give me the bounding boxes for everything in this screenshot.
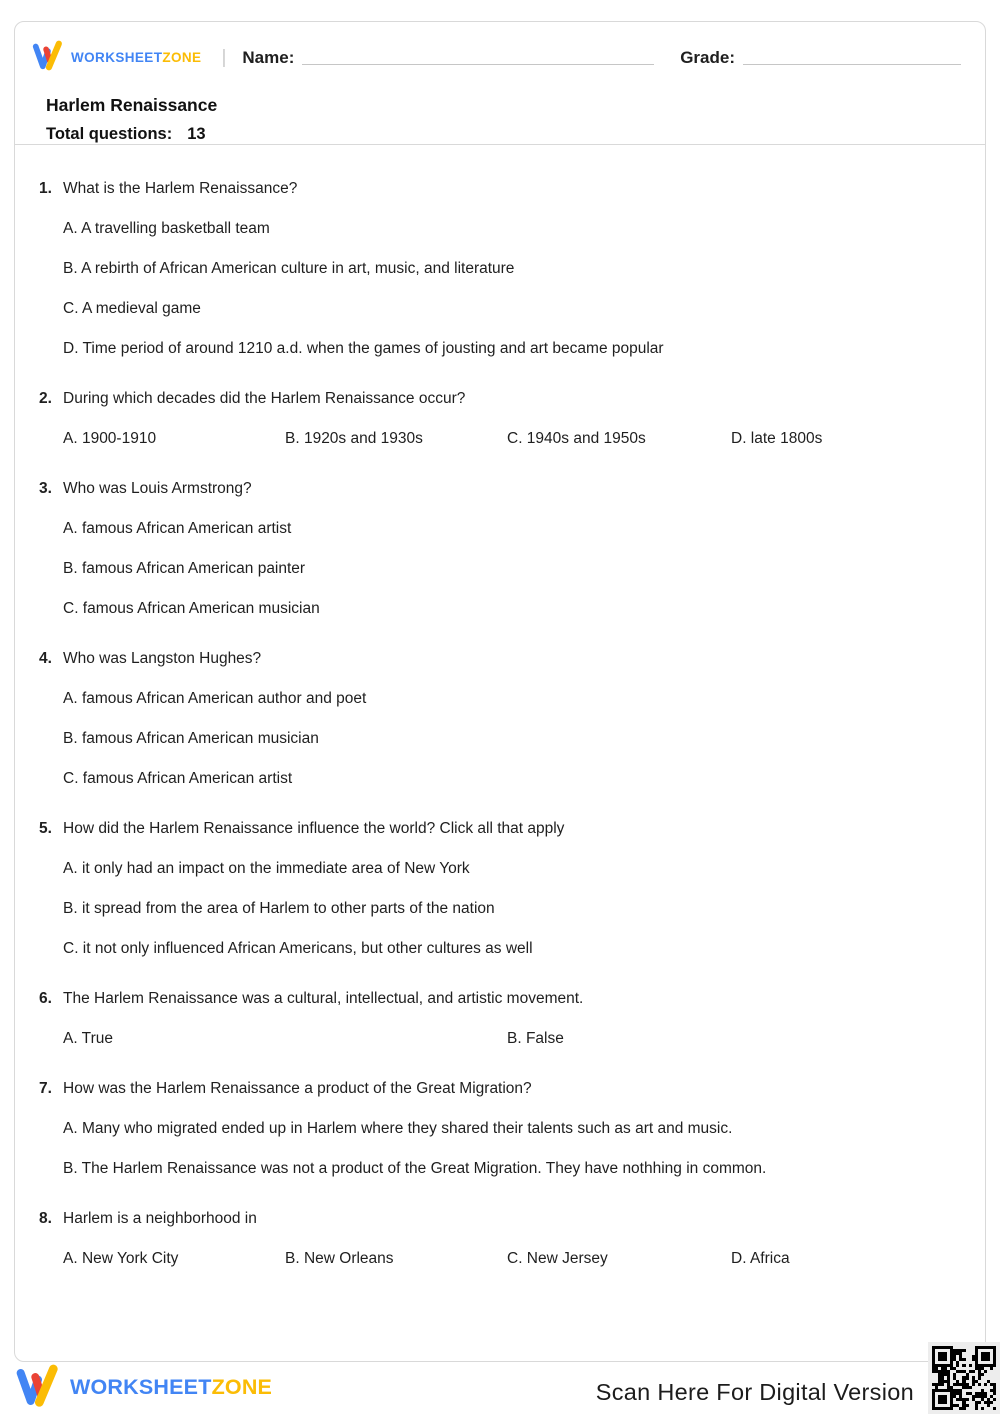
answer-option: D. Africa <box>731 1250 790 1267</box>
question-head <box>39 639 961 679</box>
question-options <box>39 419 961 459</box>
question-number: 7. <box>39 1080 52 1097</box>
brand-wordmark <box>71 50 201 65</box>
footer-logo <box>14 1362 272 1412</box>
worksheetzone-logo-icon <box>31 37 65 78</box>
header-row <box>31 37 961 78</box>
answer-option: B. New Orleans <box>285 1250 394 1267</box>
grade-label: Grade: <box>680 47 735 67</box>
question-text: During which decades did the Harlem Renaissance occur? <box>63 390 466 407</box>
question <box>39 979 961 1059</box>
question-head <box>39 379 961 419</box>
answer-option: B. famous African American painter <box>63 560 306 577</box>
answer-option: A. True <box>63 1030 113 1047</box>
question-head <box>39 1069 961 1109</box>
question-text: What is the Harlem Renaissance? <box>63 180 298 197</box>
question-head <box>39 979 961 1019</box>
answer-option: C. New Jersey <box>507 1250 608 1267</box>
answer-option: B. 1920s and 1930s <box>285 430 423 447</box>
answer-option: B. it spread from the area of Harlem to other parts of the nation <box>63 900 495 917</box>
worksheet-card <box>14 21 986 1362</box>
answer-option: C. famous African American musician <box>63 600 320 617</box>
total-questions <box>46 125 961 144</box>
answer-option: C. 1940s and 1950s <box>507 430 646 447</box>
brand-word-zone: ZONE <box>162 50 202 65</box>
question-number: 6. <box>39 990 52 1007</box>
question-number: 1. <box>39 180 52 197</box>
name-label: Name: <box>242 47 295 67</box>
answer-option: B. The Harlem Renaissance was not a product of the Great Migration. They have nothhing in common. <box>63 1160 767 1177</box>
worksheetzone-logo-icon <box>14 1360 62 1415</box>
question-options <box>39 209 961 369</box>
brand-word-worksheet: WORKSHEET <box>71 50 163 65</box>
brand-wordmark <box>70 1375 272 1400</box>
answer-option: D. Time period of around 1210 a.d. when the games of jousting and art became popular <box>63 340 664 357</box>
question-head <box>39 1199 961 1239</box>
answer-option: A. famous African American artist <box>63 520 292 537</box>
answer-option: B. A rebirth of African American culture in art, music, and literature <box>63 260 515 277</box>
question <box>39 469 961 629</box>
worksheet-header <box>15 22 985 145</box>
answer-option: D. late 1800s <box>731 430 823 447</box>
question-head <box>39 809 961 849</box>
brand-word-worksheet: WORKSHEET <box>70 1374 212 1399</box>
question-options <box>39 1109 961 1189</box>
answer-option: B. famous African American musician <box>63 730 319 747</box>
question <box>39 639 961 799</box>
question <box>39 809 961 969</box>
scan-here-text: Scan Here For Digital Version <box>595 1379 914 1405</box>
answer-option: A. 1900-1910 <box>63 430 157 447</box>
answer-option: A. New York City <box>63 1250 179 1267</box>
question-text: The Harlem Renaissance was a cultural, intellectual, and artistic movement. <box>63 990 584 1007</box>
question <box>39 1069 961 1189</box>
question-head <box>39 169 961 209</box>
question-options <box>39 509 961 629</box>
question-number: 3. <box>39 480 52 497</box>
total-questions-value: 13 <box>187 125 206 143</box>
question-text: Who was Louis Armstrong? <box>63 480 252 497</box>
worksheet-title: Harlem Renaissance <box>46 95 218 115</box>
question-text: How was the Harlem Renaissance a product of the Great Migration? <box>63 1080 532 1097</box>
question-options <box>39 1019 961 1059</box>
brand-word-zone: ZONE <box>211 1374 273 1399</box>
answer-option: C. A medieval game <box>63 300 201 317</box>
total-questions-label: Total questions: <box>46 125 173 143</box>
answer-option: A. famous African American author and poet <box>63 690 367 707</box>
name-line <box>302 64 654 65</box>
answer-option: B. False <box>507 1030 564 1047</box>
question-options <box>39 1239 961 1279</box>
answer-option: C. it not only influenced African Americans, but other cultures as well <box>63 940 533 957</box>
question <box>39 379 961 459</box>
question-number: 4. <box>39 650 52 667</box>
question-text: Harlem is a neighborhood in <box>63 1210 257 1227</box>
questions-list <box>15 145 985 1279</box>
question-number: 5. <box>39 820 52 837</box>
qr-code-icon <box>928 1342 1000 1414</box>
header-divider: | <box>221 46 227 68</box>
answer-option: C. famous African American artist <box>63 770 293 787</box>
question-number: 8. <box>39 1210 52 1227</box>
qr-module <box>993 1407 996 1410</box>
question-options <box>39 679 961 799</box>
question-options <box>39 849 961 969</box>
answer-option: A. A travelling basketball team <box>63 220 270 237</box>
question-head <box>39 469 961 509</box>
question-text: How did the Harlem Renaissance influence the world? Click all that apply <box>63 820 565 837</box>
grade-line <box>743 64 961 65</box>
answer-option: A. Many who migrated ended up in Harlem where they shared their talents such as art and music. <box>63 1120 733 1137</box>
question-text: Who was Langston Hughes? <box>63 650 262 667</box>
question <box>39 169 961 369</box>
answer-option: A. it only had an impact on the immediate area of New York <box>63 860 470 877</box>
question-number: 2. <box>39 390 52 407</box>
question <box>39 1199 961 1279</box>
